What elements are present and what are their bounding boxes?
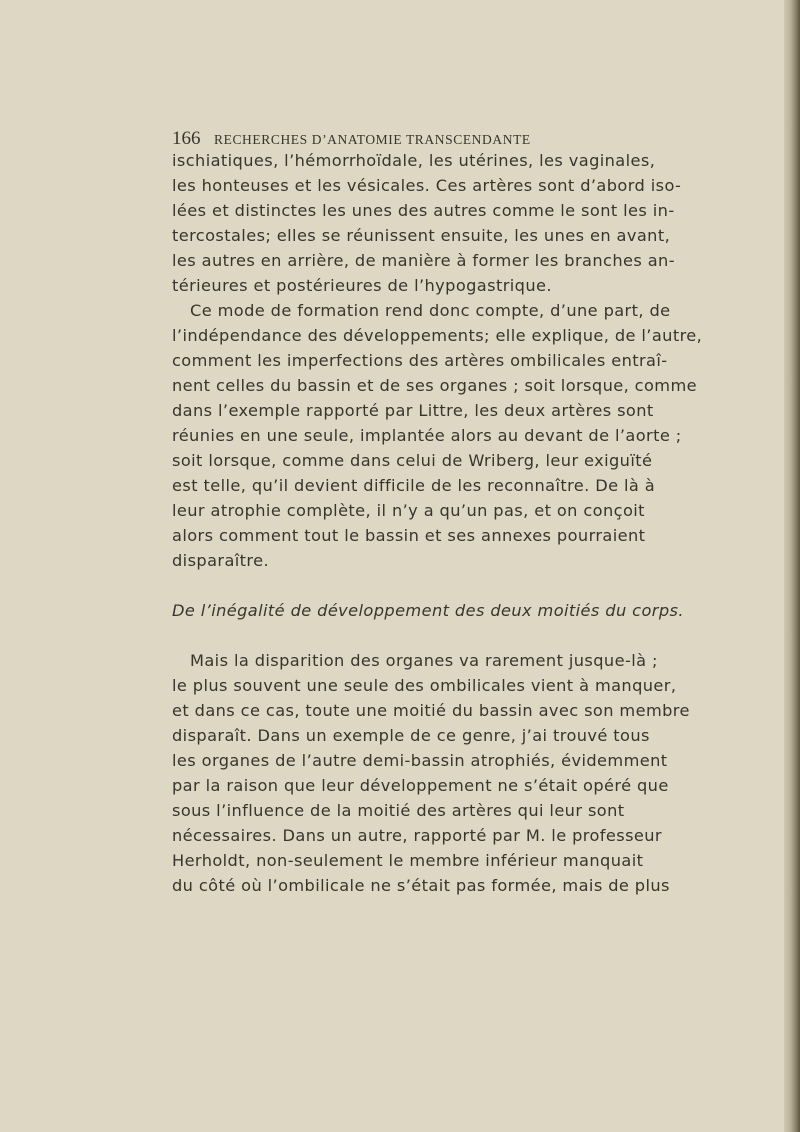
text-line: dans l’exemple rapporté par Littre, les deux artères sont — [172, 401, 654, 420]
page-edge-shadow — [784, 0, 800, 1132]
paragraph-1 — [172, 148, 712, 298]
text-line: les organes de l’autre demi-bassin atrophiés, évidemment — [172, 751, 668, 770]
running-title: RECHERCHES D’ANATOMIE TRANSCENDANTE — [214, 132, 531, 147]
section-title: De l’inégalité de développement des deux moitiés du corps. — [172, 601, 684, 620]
text-line: comment les imperfections des artères ombilicales entraî- — [172, 351, 668, 370]
text-line: leur atrophie complète, il n’y a qu’un pas, et on conçoit — [172, 501, 645, 520]
text-line: nent celles du bassin et de ses organes ; soit lorsque, comme — [172, 376, 697, 395]
text-line: tercostales; elles se réunissent ensuite, les unes en avant, — [172, 226, 671, 245]
text-line: est telle, qu’il devient difficile de les reconnaître. De là à — [172, 476, 656, 495]
text-line: nécessaires. Dans un autre, rapporté par M. le professeur — [172, 826, 662, 845]
text-line: sous l’influence de la moitié des artères qui leur sont — [172, 801, 625, 820]
page-number: 166 — [172, 128, 201, 149]
text-line: Ce mode de formation rend donc compte, d’une part, de — [190, 301, 671, 320]
text-line: soit lorsque, comme dans celui de Wriberg, leur exiguïté — [172, 451, 653, 470]
text-line: du côté où l’ombilicale ne s’était pas formée, mais de plus — [172, 876, 670, 895]
section-spacer — [172, 573, 712, 598]
section-spacer — [172, 623, 712, 648]
text-line: l’indépendance des développements; elle explique, de l’autre, — [172, 326, 703, 345]
text-line: le plus souvent une seule des ombilicales vient à manquer, — [172, 676, 677, 695]
text-line: réunies en une seule, implantée alors au devant de l’aorte ; — [172, 426, 682, 445]
text-line: alors comment tout le bassin et ses annexes pourraient — [172, 526, 646, 545]
paragraph-2 — [172, 298, 712, 573]
text-line: et dans ce cas, toute une moitié du bassin avec son membre — [172, 701, 690, 720]
text-line: disparaître. — [172, 551, 270, 570]
text-line: Mais la disparition des organes va rarement jusque-là ; — [190, 651, 658, 670]
text-line: ischiatiques, l’hémorrhoïdale, les utérines, les vaginales, — [172, 151, 656, 170]
text-line: les autres en arrière, de manière à former les branches an- — [172, 251, 675, 270]
text-line: Herholdt, non-seulement le membre inférieur manquait — [172, 851, 644, 870]
text-line: lées et distinctes les unes des autres comme le sont les in- — [172, 201, 675, 220]
paragraph-3 — [172, 648, 712, 898]
text-line: disparaît. Dans un exemple de ce genre, j’ai trouvé tous — [172, 726, 650, 745]
text-line: térieures et postérieures de l’hypogastrique. — [172, 276, 552, 295]
body-text — [172, 148, 712, 898]
text-line: les honteuses et les vésicales. Ces artères sont d’abord iso- — [172, 176, 682, 195]
text-line: par la raison que leur développement ne s’était opéré que — [172, 776, 669, 795]
